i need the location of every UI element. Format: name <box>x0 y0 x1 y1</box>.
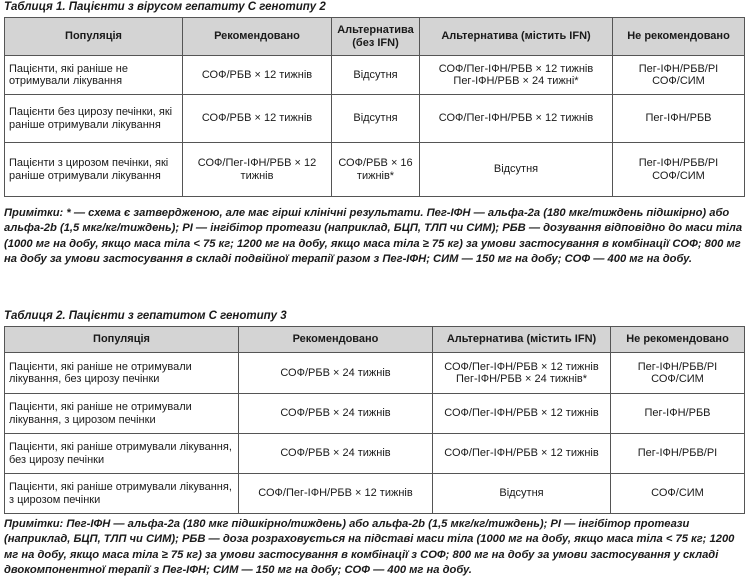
population-cell: Пацієнти, які раніше отримували лікування, без цирозу печінки <box>5 434 239 474</box>
not-recommended-line: СОФ/СИМ <box>651 373 704 385</box>
alt-ifn-cell: Відсутня <box>433 474 611 514</box>
alt-ifn-cell <box>420 56 613 95</box>
table2-header-alt-ifn: Альтернатива (містить IFN) <box>433 327 611 353</box>
not-recommended-line: Пег-IФН/РБВ/PI <box>638 157 719 169</box>
population-cell: Пацієнти, які раніше не отримували лікування, без цирозу печінки <box>5 353 239 394</box>
table-row <box>5 95 745 143</box>
recommended-cell: СОФ/РБВ × 24 тижнів <box>239 353 433 394</box>
not-recommended-cell <box>613 56 745 95</box>
table-row <box>5 143 745 197</box>
table1-header-not-recommended: Не рекомендовано <box>613 18 745 56</box>
table1-header-row <box>5 18 745 56</box>
population-cell: Пацієнти, які раніше не отримували лікування <box>5 56 183 95</box>
recommended-cell: СОФ/РБВ × 24 тижнів <box>239 394 433 434</box>
alt-ifn-cell: СОФ/Пег-IФН/РБВ × 12 тижнів <box>433 434 611 474</box>
table-row <box>5 474 745 514</box>
table1 <box>4 17 745 197</box>
alt-ifn-cell <box>433 353 611 394</box>
not-recommended-line: Пег-IФН/РБВ/PI <box>637 360 718 373</box>
alt-no-ifn-cell: СОФ/РБВ × 16 тижнів* <box>332 143 420 197</box>
population-cell: Пацієнти без цирозу печінки, які раніше отримували лікування <box>5 95 183 143</box>
recommended-cell: СОФ/Пег-IФН/РБВ × 12 тижнів <box>183 143 332 197</box>
table2-notes: Примітки: Пег-IФН — альфа-2а (180 мкг підшкірно/тиждень) або альфа-2b (1,5 мкг/кг/тиждень); PI — інгібітор протеази (наприклад, БЦП, ТЛП чи СИМ); РБВ — доза розраховується на підставі маси тіла (1000 мг на добу, якщо маса тіла < 75 кг; 1200 мг на добу, якщо маса тіла ≥ 75 кг) за умови застосування в комбінації з СОФ; 800 мг на добу за умови застосування у складі двокомпонентної терапії з Пег-IФН; СИМ — 150 мг на добу; СОФ — 400 мг на добу. <box>4 518 735 576</box>
alt-ifn-line: СОФ/Пег-IФН/РБВ × 12 тижнів <box>444 360 599 373</box>
alt-no-ifn-cell: Відсутня <box>332 95 420 143</box>
recommended-cell: СОФ/РБВ × 24 тижнів <box>239 434 433 474</box>
not-recommended-cell: Пег-IФН/РБВ <box>611 394 745 434</box>
table-row <box>5 434 745 474</box>
table2-header-population: Популяція <box>5 327 239 353</box>
not-recommended-line: СОФ/СИМ <box>652 75 705 87</box>
recommended-cell: СОФ/РБВ × 12 тижнів <box>183 56 332 95</box>
alt-ifn-cell: СОФ/Пег-IФН/РБВ × 12 тижнів <box>420 95 613 143</box>
alt-ifn-line: Пег-IФН/РБВ × 24 тижні* <box>453 75 579 87</box>
table2-header-row <box>5 327 745 353</box>
alt-ifn-line: СОФ/Пег-IФН/РБВ × 12 тижнів <box>438 62 594 75</box>
table-row <box>5 56 745 95</box>
table-row <box>5 353 745 394</box>
population-cell: Пацієнти, які раніше не отримували лікування, з цирозом печінки <box>5 394 239 434</box>
not-recommended-cell <box>611 353 745 394</box>
alt-ifn-line: Пег-IФН/РБВ × 24 тижнів* <box>455 373 588 385</box>
population-cell: Пацієнти з цирозом печінки, які раніше отримували лікування <box>5 143 183 197</box>
not-recommended-cell: СОФ/СИМ <box>611 474 745 514</box>
alt-ifn-cell: Відсутня <box>420 143 613 197</box>
not-recommended-line: СОФ/СИМ <box>652 169 705 182</box>
not-recommended-line: Пег-IФН/РБВ/PI <box>638 62 719 75</box>
table1-header-alt-ifn: Альтернатива (містить IFN) <box>420 18 613 56</box>
alt-no-ifn-cell: Відсутня <box>332 56 420 95</box>
table2 <box>4 326 745 514</box>
table1-header-alt-no-ifn: Альтернатива (без IFN) <box>332 18 420 56</box>
population-cell: Пацієнти, які раніше отримували лікування, з цирозом печінки <box>5 474 239 514</box>
table2-header-recommended: Рекомендовано <box>239 327 433 353</box>
table1-caption: Таблиця 1. Пацієнти з вірусом гепатиту С генотипу 2 <box>4 1 326 13</box>
not-recommended-cell: Пег-IФН/РБВ <box>613 95 745 143</box>
recommended-cell: СОФ/РБВ × 12 тижнів <box>183 95 332 143</box>
recommended-cell: СОФ/Пег-IФН/РБВ × 12 тижнів <box>239 474 433 514</box>
table-row <box>5 394 745 434</box>
table2-caption: Таблиця 2. Пацієнти з гепатитом С генотипу 3 <box>4 310 287 322</box>
not-recommended-cell <box>613 143 745 197</box>
table2-header-not-recommended: Не рекомендовано <box>611 327 745 353</box>
table1-header-recommended: Рекомендовано <box>183 18 332 56</box>
table1-notes: Примітки: * — схема є затвердженою, але має гірші клінічні результати. Пег-IФН — альфа-2а (180 мкг/тиждень підшкірно) або альфа-2b (1,5 мкг/кг/тиждень); PI — інгібітор протеази (наприклад, БЦП, ТЛП чи СИМ); РБВ — дозування відповідно до маси тіла (1000 мг на добу, якщо маса тіла < 75 кг; 1200 мг на добу, якщо маса тіла ≥ 75 кг) за умови застосування в комбінації СОФ; 800 мг на добу за умови застосування в складі подвійної терапії разом з Пег-IФН; СИМ — 150 мг на добу; СОФ — 400 мг на добу. <box>4 207 743 265</box>
alt-ifn-cell: СОФ/Пег-IФН/РБВ × 12 тижнів <box>433 394 611 434</box>
not-recommended-cell: Пег-IФН/РБВ/PI <box>611 434 745 474</box>
table1-header-population: Популяція <box>5 18 183 56</box>
